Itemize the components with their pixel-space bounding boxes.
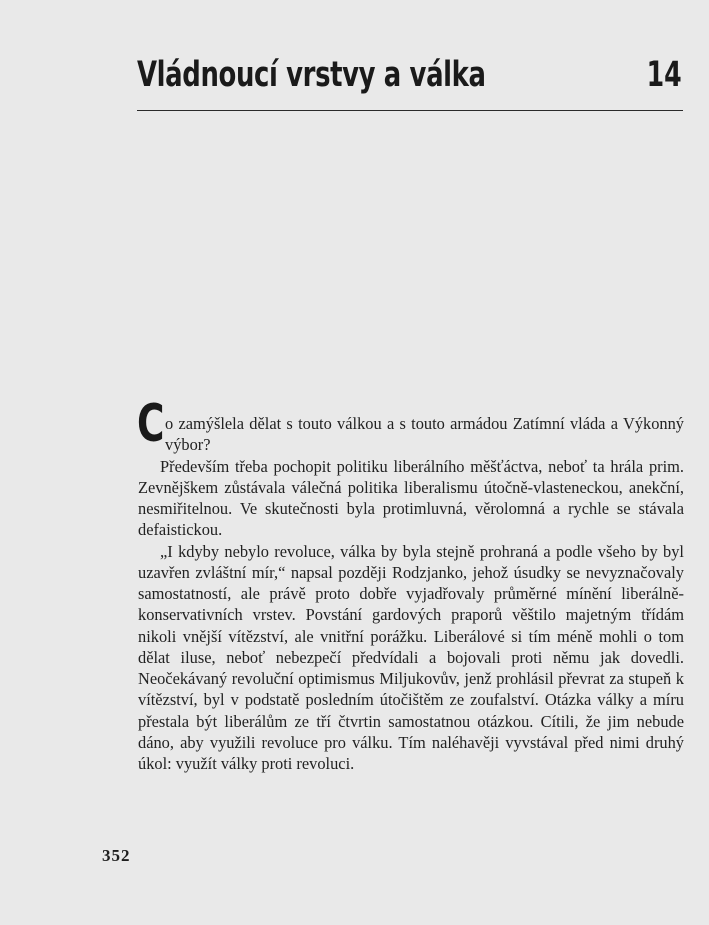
- chapter-number: 14: [646, 55, 682, 95]
- paragraph: [137, 394, 684, 456]
- body-text: [137, 394, 684, 774]
- page-number: 352: [102, 846, 131, 865]
- paragraph-text: o zamýšlela dělat s touto válkou a s touto armádou Zatímní vláda a Výkonný výbor?: [165, 414, 684, 455]
- title-rule: [137, 110, 683, 111]
- drop-cap: C: [137, 394, 165, 454]
- paragraph: „I kdyby nebylo revoluce, válka by byla stejně prohraná a podle všeho by byl uzavřen zvláštní mír,“ napsal později Rodzjanko, jehož úsudky se nevyznačovaly samostatností, ale právě proto dobře vyjadřovaly průměrné mínění liberálně-konservativních vrstev. Povstání gardových praporů věštilo majetným třídám nikoli vnější vítězství, ale vnitřní porážku. Liberálové si tím méně mohli o tom dělat iluse, neboť nebezpečí předvídali a bojovali proti němu jak dovedli. Neočekávaný revoluční optimismus Miljukovův, jenž prohlásil převrat za stupeň k vítězství, byl v podstatě posledním útočištěm ze zoufalství. Otázka války a míru přestala být liberálům ze tří čtvrtin samostatnou otázkou. Cítili, že jim nebude dáno, aby využili revoluce pro válku. Tím naléhavěji vyvstával před nimi druhý úkol: využít války proti revoluci.: [138, 541, 684, 773]
- chapter-title: Vládnoucí vrstvy a válka: [137, 55, 486, 95]
- paragraph: Především třeba pochopit politiku liberálního měšťáctva, neboť ta hrála prim. Zevnějškem zůstávala válečná politika liberalismu útočně-vlasteneckou, anekční, nesmiřitelnou. Ve skutečnosti byla protimluvná, věrolomná a rychle se stávala defaistickou.: [138, 456, 684, 540]
